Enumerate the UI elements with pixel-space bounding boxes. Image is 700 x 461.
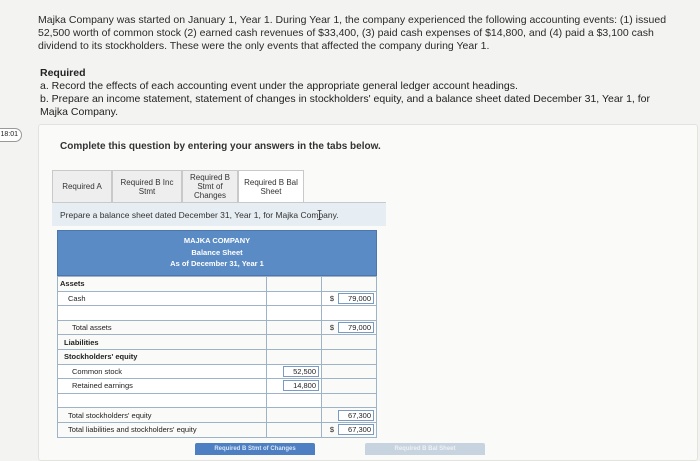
problem-text: Majka Company was started on January 1, Year 1. During Year 1, the company experienced the following accounting events: (1) issued 52,500 worth of common stock (2) earned cash revenues of $33,400, (3) paid cash expenses of $14,800, and (4) paid a $3,100 cash dividend to its stockholders. These were the only events that affected the company during Year 1.: [38, 14, 667, 52]
total-liabilities-equity-cell: [322, 422, 377, 437]
liabilities-label: Liabilities: [58, 335, 267, 350]
company-name: MAJKA COMPANY: [183, 236, 251, 245]
required-heading: Required: [40, 67, 86, 79]
total-equity-value: 67,300: [338, 410, 374, 421]
tab-required-b-bal-sheet[interactable]: Required B Bal Sheet: [238, 170, 304, 202]
table-row: [58, 277, 377, 292]
common-stock-label[interactable]: Common stock: [58, 364, 267, 379]
balance-sheet-header: [57, 230, 377, 276]
retained-earnings-cell[interactable]: [267, 379, 322, 394]
total-equity-cell: [322, 408, 377, 423]
cash-amount-cell[interactable]: [322, 291, 377, 306]
table-row: [58, 291, 377, 306]
table-row: [58, 349, 377, 364]
total-assets-label: Total assets: [58, 320, 267, 335]
dollar-sign: $: [329, 425, 334, 435]
blank-entry-cell[interactable]: [58, 393, 267, 408]
tab-required-a[interactable]: Required A: [52, 170, 112, 202]
tab-required-b-inc-stmt[interactable]: Required B Inc Stmt: [112, 170, 182, 202]
balance-sheet: [57, 230, 377, 438]
total-assets-value: 79,000: [338, 322, 374, 333]
timer-badge: 18:01: [0, 128, 22, 142]
tab-prompt: Prepare a balance sheet dated December 31, Year 1, for Majka Company.: [52, 202, 386, 226]
table-row: [58, 364, 377, 379]
blank-entry-cell[interactable]: [58, 306, 267, 321]
balance-sheet-table: [57, 276, 377, 438]
table-row: [58, 379, 377, 394]
table-row: [58, 408, 377, 423]
required-section: [40, 67, 670, 119]
common-stock-input[interactable]: 52,500: [283, 366, 319, 377]
statement-date: As of December 31, Year 1: [170, 259, 264, 268]
required-a-text: a. Record the effects of each accounting event under the appropriate general ledger account headings.: [40, 80, 518, 92]
table-row: [58, 320, 377, 335]
total-liabilities-equity-label: Total liabilities and stockholders' equity: [58, 422, 267, 437]
dollar-sign: $: [329, 293, 334, 303]
total-assets-cell: [322, 320, 377, 335]
required-b-text: b. Prepare an income statement, statement of changes in stockholders' equity, and a balance sheet dated December 31, Year 1, for Majka Company.: [40, 93, 651, 118]
total-equity-label: Total stockholders' equity: [58, 408, 267, 423]
next-tab-button[interactable]: Required B Bal Sheet: [365, 443, 485, 455]
equity-label: Stockholders' equity: [58, 349, 267, 364]
assets-label: Assets: [58, 277, 267, 292]
table-row: [58, 393, 377, 408]
instruction-text: Complete this question by entering your answers in the tabs below.: [60, 141, 381, 152]
dollar-sign: $: [329, 323, 334, 333]
tab-required-b-stmt-of-changes[interactable]: Required B Stmt of Changes: [182, 170, 238, 202]
answer-tabs: [52, 170, 304, 202]
common-stock-cell[interactable]: [267, 364, 322, 379]
statement-title: Balance Sheet: [191, 247, 243, 257]
text-cursor-icon: [317, 210, 322, 220]
tab-navigation: [195, 443, 485, 455]
table-row: [58, 306, 377, 321]
total-liabilities-equity-value: 67,300: [338, 424, 374, 435]
prev-tab-button[interactable]: Required B Stmt of Changes: [195, 443, 315, 455]
cash-label[interactable]: Cash: [58, 291, 267, 306]
table-row: [58, 335, 377, 350]
retained-earnings-label[interactable]: Retained earnings: [58, 379, 267, 394]
cash-amount-input[interactable]: 79,000: [338, 293, 374, 304]
retained-earnings-input[interactable]: 14,800: [283, 380, 319, 391]
table-row: [58, 422, 377, 437]
